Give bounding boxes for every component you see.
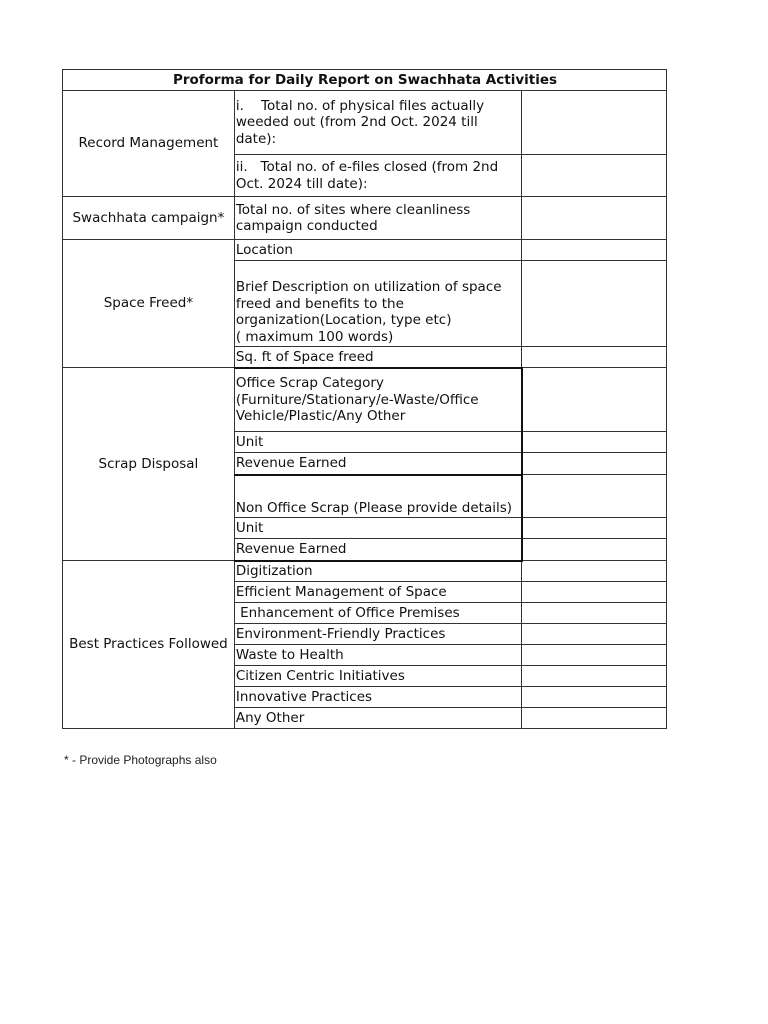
item-innovative-practices: Innovative Practices bbox=[234, 687, 521, 708]
value-cell-sq-ft[interactable] bbox=[522, 347, 667, 368]
value-cell-efficient-space[interactable] bbox=[522, 582, 667, 603]
value-cell-e-files[interactable] bbox=[522, 155, 667, 197]
value-cell-space-description[interactable] bbox=[522, 261, 667, 347]
item-office-premises: Enhancement of Office Premises bbox=[234, 603, 521, 624]
item-space-utilization-description bbox=[234, 261, 521, 347]
item-digitization: Digitization bbox=[234, 561, 521, 582]
value-cell-non-office-scrap[interactable] bbox=[522, 475, 667, 518]
item-sq-ft-freed: Sq. ft of Space freed bbox=[234, 347, 521, 368]
item-non-office-scrap: Non Office Scrap (Please provide details) bbox=[234, 475, 521, 518]
item-efficient-space: Efficient Management of Space bbox=[234, 582, 521, 603]
item-office-scrap-revenue: Revenue Earned bbox=[234, 453, 521, 475]
value-cell-digitization[interactable] bbox=[522, 561, 667, 582]
item-office-scrap-unit: Unit bbox=[234, 432, 521, 453]
item-office-scrap-category: Office Scrap Category (Furniture/Stationary/e-Waste/Office Vehicle/Plastic/Any Other bbox=[234, 368, 521, 432]
value-cell-any-other[interactable] bbox=[522, 708, 667, 729]
value-cell-non-office-scrap-unit[interactable] bbox=[522, 518, 667, 539]
value-cell-office-premises[interactable] bbox=[522, 603, 667, 624]
section-label-record-management: Record Management bbox=[63, 91, 235, 197]
table-row bbox=[63, 197, 667, 240]
item-e-files-closed: ii. Total no. of e-files closed (from 2nd Oct. 2024 till date): bbox=[234, 155, 521, 197]
value-cell-cleanliness-sites[interactable] bbox=[522, 197, 667, 240]
table-row bbox=[63, 91, 667, 155]
value-cell-location[interactable] bbox=[522, 240, 667, 261]
value-cell-physical-files[interactable] bbox=[522, 91, 667, 155]
section-label-scrap-disposal: Scrap Disposal bbox=[63, 368, 235, 561]
item-non-office-scrap-unit: Unit bbox=[234, 518, 521, 539]
item-physical-files-weeded: i. Total no. of physical files actually weeded out (from 2nd Oct. 2024 till date): bbox=[234, 91, 521, 155]
item-citizen-centric: Citizen Centric Initiatives bbox=[234, 666, 521, 687]
value-cell-innovative-practices[interactable] bbox=[522, 687, 667, 708]
value-cell-office-scrap-revenue[interactable] bbox=[522, 453, 667, 475]
table-title: Proforma for Daily Report on Swachhata Activities bbox=[63, 70, 667, 91]
item-any-other: Any Other bbox=[234, 708, 521, 729]
value-cell-office-scrap-unit[interactable] bbox=[522, 432, 667, 453]
value-cell-environment-friendly[interactable] bbox=[522, 624, 667, 645]
footnote: * - Provide Photographs also bbox=[64, 753, 217, 767]
table-row bbox=[63, 561, 667, 582]
section-label-best-practices: Best Practices Followed bbox=[63, 561, 235, 729]
item-cleanliness-sites: Total no. of sites where cleanliness campaign conducted bbox=[234, 197, 521, 240]
swachhata-report-table bbox=[62, 69, 667, 729]
value-cell-office-scrap-category[interactable] bbox=[522, 368, 667, 432]
table-title-row bbox=[63, 70, 667, 91]
item-waste-to-health: Waste to Health bbox=[234, 645, 521, 666]
item-environment-friendly: Environment-Friendly Practices bbox=[234, 624, 521, 645]
space-utilization-text: Brief Description on utilization of space freed and benefits to the organization(Location, type etc) bbox=[235, 279, 502, 328]
section-label-space-freed: Space Freed* bbox=[63, 240, 235, 368]
value-cell-citizen-centric[interactable] bbox=[522, 666, 667, 687]
item-non-office-scrap-revenue: Revenue Earned bbox=[234, 539, 521, 561]
value-cell-non-office-scrap-revenue[interactable] bbox=[522, 539, 667, 561]
section-label-swachhata-campaign: Swachhata campaign* bbox=[63, 197, 235, 240]
value-cell-waste-to-health[interactable] bbox=[522, 645, 667, 666]
word-limit-note: ( maximum 100 words) bbox=[235, 328, 394, 345]
table-row bbox=[63, 368, 667, 432]
item-location: Location bbox=[234, 240, 521, 261]
table-row bbox=[63, 240, 667, 261]
